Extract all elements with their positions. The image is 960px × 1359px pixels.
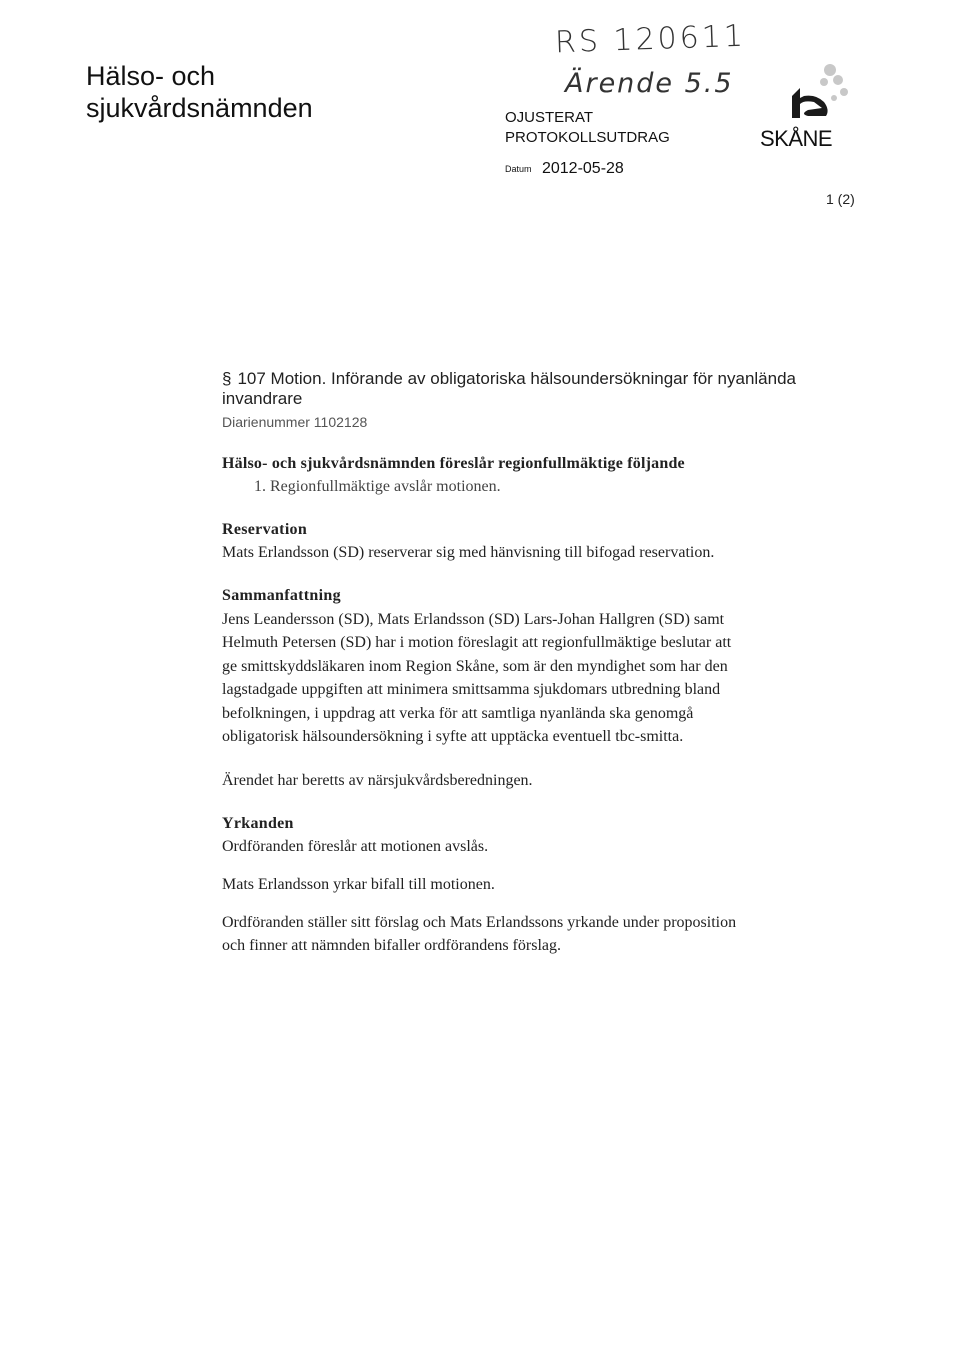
summary-heading: Sammanfattning (222, 587, 341, 604)
summary-section (222, 584, 862, 749)
org-name-line-1: Hälso- och (86, 61, 216, 91)
page-number: 1 (2) (826, 191, 855, 207)
date-value: 2012-05-28 (541, 160, 624, 177)
chair-proposal: Ordföranden föreslår att motionen avslås. (222, 837, 489, 855)
reservation-heading: Reservation (222, 521, 308, 538)
logo-wordmark: SKÅNE (760, 126, 833, 151)
summary-line-5: befolkningen, i uppdrag att verka för att samtliga nyanlända ska genomgå (222, 704, 694, 722)
section-heading (222, 369, 862, 409)
prepared-note: Ärendet har beretts av närsjukvårdsberedningen. (222, 771, 533, 789)
proposal-item-1: 1. Regionfullmäktige avslår motionen. (254, 478, 501, 495)
paragraph-sign: § (222, 369, 232, 388)
organization-name (86, 60, 416, 124)
document-body (222, 452, 862, 957)
date-block (505, 160, 624, 178)
member-motion: Mats Erlandsson yrkar bifall till motionen. (222, 875, 495, 893)
summary-line-6: obligatorisk hälsoundersökning i syfte att upptäcka eventuell tbc-smitta. (222, 728, 684, 745)
region-skane-logo (760, 58, 870, 154)
date-label: Datum (505, 164, 532, 174)
summary-line-4: lagstadgade uppgiften att minimera smittsamma sjukdomars utbredning bland (222, 681, 721, 698)
document-type-obscured: OJUSTERAT (505, 109, 594, 126)
diarienummer: Diarienummer 1102128 (222, 414, 368, 430)
motions-heading: Yrkanden (222, 814, 294, 832)
org-name-line-2: sjukvårdsnämnden (86, 93, 313, 123)
document-type (505, 108, 670, 148)
decision-line-2: och finner att nämnden bifaller ordförandens förslag. (222, 936, 561, 954)
griffin-icon (778, 58, 852, 122)
handwritten-reference: RS 120611 (554, 18, 747, 61)
section-title: 107 Motion. Införande av obligatoriska hälsoundersökningar för nyanlända invandrare (222, 369, 797, 408)
summary-line-3: ge smittskyddsläkaren inom Region Skåne, som är den myndighet som har den (222, 657, 728, 675)
proposal-heading: Hälso- och sjukvårdsnämnden föreslår regionfullmäktige följande (222, 455, 685, 472)
decision-line-1: Ordföranden ställer sitt förslag och Mats Erlandssons yrkande under proposition (222, 913, 737, 931)
summary-line-2: Helmuth Petersen (SD) har i motion föreslagit att regionfullmäktige beslutar att (222, 634, 732, 651)
reservation-text: Mats Erlandsson (SD) reserverar sig med hänvisning till bifogad reservation. (222, 544, 715, 561)
summary-line-1: Jens Leandersson (SD), Mats Erlandsson (SD) Lars-Johan Hallgren (SD) samt (222, 610, 725, 628)
handwritten-item-number: Ärende 5.5 (565, 68, 734, 99)
document-type-label: PROTOKOLLSUTDRAG (505, 129, 670, 146)
